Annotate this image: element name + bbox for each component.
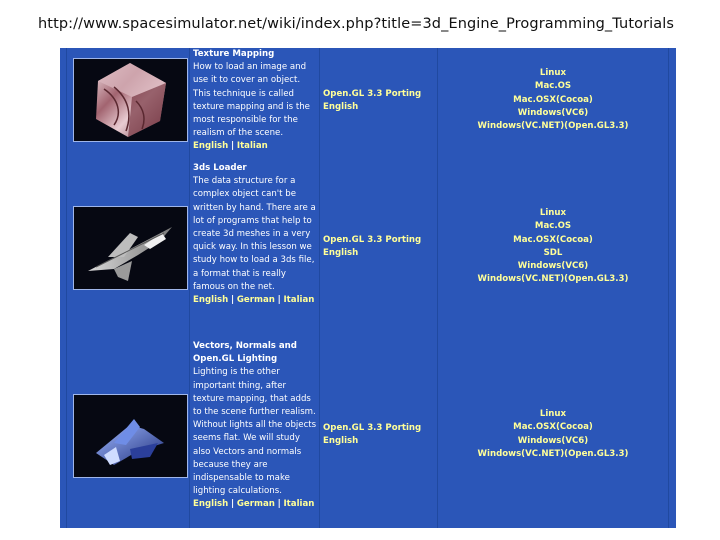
port-english-link[interactable]: English [323, 248, 359, 258]
tutorial-summary: The data structure for a complex object can't be written by hand. There are a lot of programs that help to create 3d meshes in a very quick way. In this lesson we study how to load a 3ds file, a format that is really famous on the net. [193, 176, 316, 292]
platform-link-linux[interactable]: Linux [539, 409, 567, 419]
link-german[interactable]: German [236, 499, 275, 510]
platform-link-linux[interactable]: Linux [539, 68, 567, 78]
tutorial-summary: How to load an image and use it to cover an object. This technique is called texture mapping and is the most responsible for the realism of the scene. [193, 62, 310, 139]
separator: | [277, 499, 281, 510]
platform-list [455, 207, 651, 287]
port-label-link[interactable]: Open.GL 3.3 Porting [323, 89, 422, 99]
platform-link-vcnet[interactable]: Windows(VC.NET)(Open.GL3.3) [477, 121, 629, 132]
3ds-loader-thumbnail[interactable] [73, 206, 188, 290]
port-label-link[interactable]: Open.GL 3.3 Porting [323, 235, 422, 245]
platform-link-macos[interactable]: Mac.OS [534, 81, 572, 92]
platform-list [455, 67, 651, 133]
page-url: http://www.spacesimulator.net/wiki/index.php?title=3d_Engine_Programming_Tutorials [38, 16, 675, 32]
separator: | [231, 499, 235, 510]
platform-link-macosx[interactable]: Mac.OSX(Cocoa) [513, 94, 593, 105]
tutorial-title: 3ds Loader [193, 163, 247, 173]
lit-spaceship-icon [74, 395, 187, 477]
platform-link-vcnet[interactable]: Windows(VC.NET)(Open.GL3.3) [477, 448, 629, 459]
link-italian[interactable]: Italian [236, 141, 268, 152]
platform-link-macosx[interactable]: Mac.OSX(Cocoa) [513, 234, 593, 245]
tutorial-row [60, 340, 676, 528]
separator: | [231, 141, 235, 152]
link-english[interactable]: English [193, 295, 229, 306]
lighting-thumbnail[interactable] [73, 394, 188, 478]
link-italian[interactable]: Italian [283, 499, 315, 510]
platform-link-macosx[interactable]: Mac.OSX(Cocoa) [513, 422, 593, 433]
port-english-link[interactable]: English [323, 436, 359, 446]
link-german[interactable]: German [236, 295, 275, 306]
tutorial-row [60, 162, 676, 336]
opengl-port-cell [323, 234, 443, 260]
tutorial-title: Vectors, Normals and Open.GL Lighting [193, 341, 297, 365]
separator: | [231, 295, 235, 306]
tutorial-title: Texture Mapping [193, 49, 275, 59]
tutorials-table [60, 48, 676, 528]
textured-cube-icon [74, 59, 187, 141]
link-italian[interactable]: Italian [283, 295, 315, 306]
3ds-loader-description [193, 162, 317, 307]
separator: | [277, 295, 281, 306]
link-english[interactable]: English [193, 141, 229, 152]
platform-link-macos[interactable]: Mac.OS [534, 221, 572, 232]
platform-link-vc6[interactable]: Windows(VC6) [517, 107, 589, 118]
platform-link-vc6[interactable]: Windows(VC6) [517, 435, 589, 446]
port-english-link[interactable]: English [323, 102, 359, 112]
platform-link-sdl[interactable]: SDL [543, 247, 563, 258]
port-label-link[interactable]: Open.GL 3.3 Porting [323, 423, 422, 433]
spaceship-model-icon [74, 207, 187, 289]
platform-link-linux[interactable]: Linux [539, 208, 567, 218]
tutorial-summary: Lighting is the other important thing, after texture mapping, that adds to the scene further realism. Without lights all the objects seems flat. We will study also Vectors and normals because they are indispensable to make lighting calculations. [193, 367, 317, 497]
tutorial-row [60, 48, 676, 160]
opengl-port-cell [323, 88, 443, 114]
platform-link-vc6[interactable]: Windows(VC6) [517, 261, 589, 272]
texture-mapping-description [193, 48, 317, 154]
link-english[interactable]: English [193, 499, 229, 510]
platform-link-vcnet[interactable]: Windows(VC.NET)(Open.GL3.3) [477, 274, 629, 285]
opengl-port-cell [323, 422, 443, 448]
platform-list [455, 408, 651, 461]
texture-mapping-thumbnail[interactable] [73, 58, 188, 142]
lighting-description [193, 340, 317, 512]
